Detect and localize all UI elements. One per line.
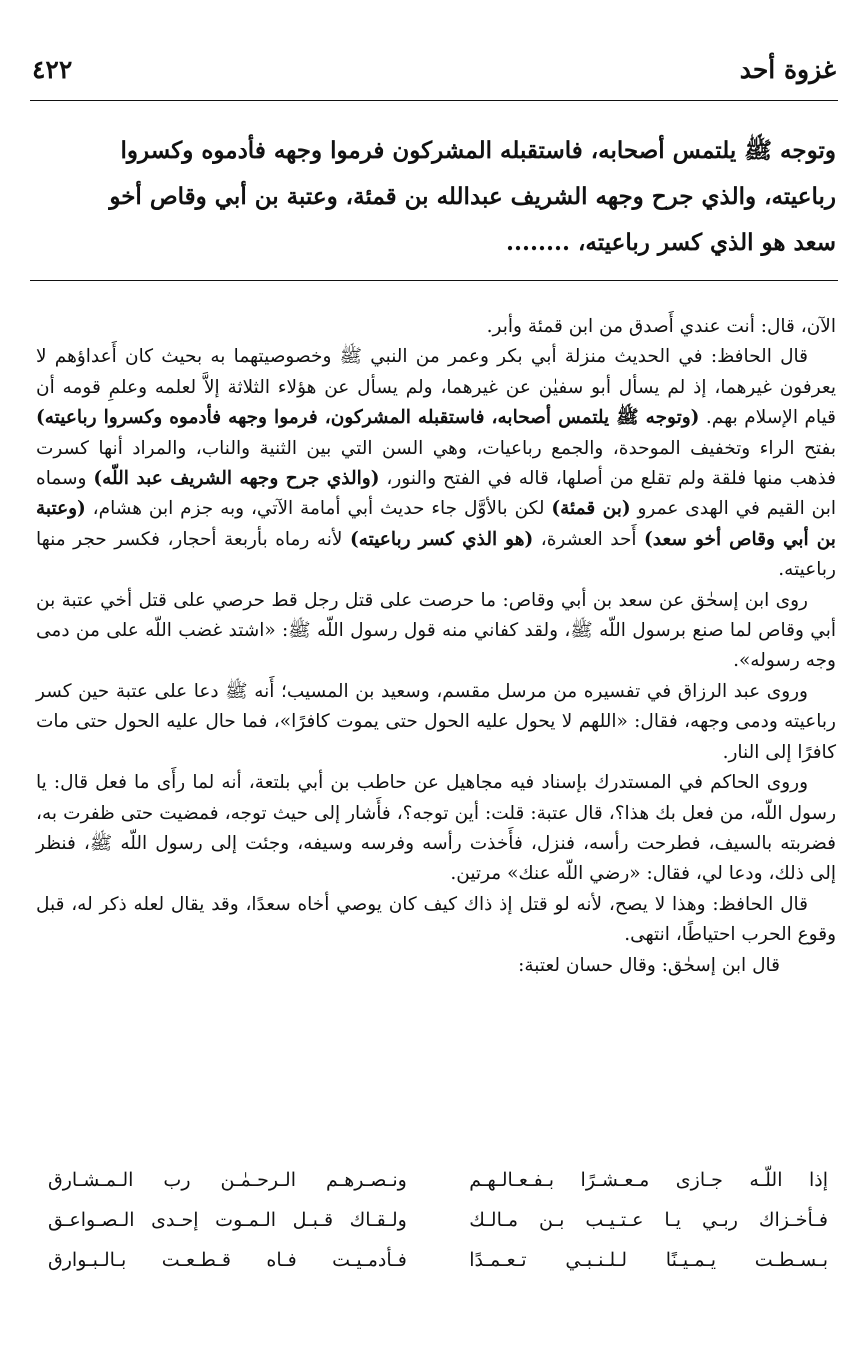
poem bbox=[48, 1160, 828, 1280]
poem-verse bbox=[48, 1240, 828, 1280]
commentary-text bbox=[36, 312, 836, 981]
matn-line: سعد هو الذي كسر رباعيته، ........ bbox=[505, 229, 836, 256]
matn-text bbox=[36, 128, 836, 266]
paragraph: روى ابن إسحٰق عن سعد بن أبي وقاص: ما حرصت على قتل رجل قط حرصي على قتل أخي عتبة بن أبي وقاص لما صنع برسول اللّه ﷺ، ولقد كفاني منه قول رسول اللّه ﷺ: «اشتد غضب اللّه على من دمى وجه رسوله». bbox=[36, 589, 836, 672]
poem-verse bbox=[48, 1200, 828, 1240]
header-rule bbox=[30, 100, 838, 101]
quoted-matn: (والذي جرح وجهه الشريف عبد اللّه) bbox=[93, 468, 380, 490]
paragraph: الآن، قال: أنت عندي أَصدق من ابن قمئة وأبر. bbox=[486, 316, 836, 337]
verse-first-half: بـسـطـت يـمـيـنًا لـلـنـبـي تـعـمـدًا bbox=[469, 1249, 828, 1271]
matn-divider-rule bbox=[30, 280, 838, 281]
text-run: أَحد العشرة، bbox=[533, 528, 645, 550]
page-number: ٤٢٢ bbox=[32, 55, 73, 84]
quoted-matn: (هو الذي كسر رباعيته) bbox=[349, 528, 534, 550]
verse-second-half: ولـقـاك قـبـل الـمـوت إحـدى الـصـواعـق bbox=[48, 1209, 407, 1231]
text-run: قال الحافظ: في الحديث منزلة أبي بكر وعمر من النبي ﷺ وخصوصيتهما به بحيث كان أَعداؤهم لا يعرفون غيرهما، إذ لم يسأل أبو سفيٰن عن غيرهما، ولم يسأل عن هؤلاء الثلاثة إلاَّ لعلمه وعلمِ قومه أن قيام الإسلام بهم. bbox=[36, 346, 836, 429]
verse-first-half: فـأخـزاك ربـي يـا عـتـيـب بـن مـالـك bbox=[469, 1209, 828, 1231]
verse-first-half: إذا اللّـه جـازى مـعـشـرًا بـفـعـالـهـم bbox=[469, 1169, 828, 1191]
quoted-matn: (وعتبة بن أبي وقاص أخو سعد) bbox=[36, 498, 836, 550]
chapter-title: غزوة أحد bbox=[739, 55, 836, 84]
text-run: لأنه رماه بأربعة أحجار، فكسر حجر منها رباعيته. bbox=[36, 528, 836, 581]
poem-intro: قال ابن إسحٰق: وقال حسان لعتبة: bbox=[518, 954, 780, 976]
matn-line: وتوجه ﷺ يلتمس أصحابه، فاستقبله المشركون فرموا وجهه فأدموه وكسروا bbox=[120, 137, 836, 164]
paragraph: قال الحافظ: وهذا لا يصح، لأنه لو قتل إذ ذاك كيف كان يوصي أخاه سعدًا، وقد يقال لعله ذكر له، قبل وقوع الحرب احتياطًا، انتهى. bbox=[36, 893, 836, 946]
quoted-matn: (بن قمئة) bbox=[551, 498, 631, 520]
text-run: بفتح الراء وتخفيف الموحدة، والجمع رباعيات، وهي السن التي بين الثنية والناب، والمراد أنها كسرت فذهب منها فلقة ولم تقلع من أصلها، قاله في الفتح والنور، bbox=[36, 437, 836, 490]
text-run: وسماه ابن القيم في الهدى عمرو bbox=[36, 468, 836, 520]
quoted-matn: (وتوجه ﷺ يلتمس أصحابه، فاستقبله المشركون، فرموا وجهه فأدموه وكسروا رباعيته) bbox=[36, 407, 700, 429]
matn-line: رباعيته، والذي جرح وجهه الشريف عبدالله بن قمئة، وعتبة بن أبي وقاص أخو bbox=[109, 183, 836, 210]
verse-second-half: ونـصـرهـم الـرحـمٰـن رب الـمـشـارق bbox=[48, 1169, 407, 1191]
paragraph: وروى الحاكم في المستدرك بإسناد فيه مجاهيل عن حاطب بن أبي بلتعة، أنه لما رأَى ما فعل قال: يا رسول اللّه، من فعل بك هذا؟، قال عتبة: قلت: أين توجه؟، فأَشار إلى حيث توجه، فمضيت حتى ظفرت به، فضربته بالسيف، فطرحت رأسه، فنزل، فأَخذت رأسه وفرسه وسيفه، وجئت إلى رسول اللّه ﷺ، فنظر إلى ذلك، ودعا لي، فقال: «رضي اللّه عنك» مرتين. bbox=[36, 772, 836, 885]
poem-verse bbox=[48, 1160, 828, 1200]
paragraph: وروى عبد الرزاق في تفسيره من مرسل مقسم، وسعيد بن المسيب؛ أَنه ﷺ دعا على عتبة حين كسر رباعيته ودمى وجهه، فقال: «اللهم لا يحول عليه الحول حتى يموت كافرًا»، فما حال عليه الحول حتى مات كافرًا إلى النار. bbox=[36, 680, 836, 763]
page-header bbox=[32, 55, 836, 95]
verse-second-half: فـأدمـيـت فـاه قـطـعـت بـالـبـوارق bbox=[48, 1249, 407, 1271]
paragraph bbox=[36, 342, 836, 585]
text-run: لكن بالأوَّل جاء حديث أبي أمامة الآتي، وبه جزم ابن هشام، bbox=[85, 498, 552, 520]
